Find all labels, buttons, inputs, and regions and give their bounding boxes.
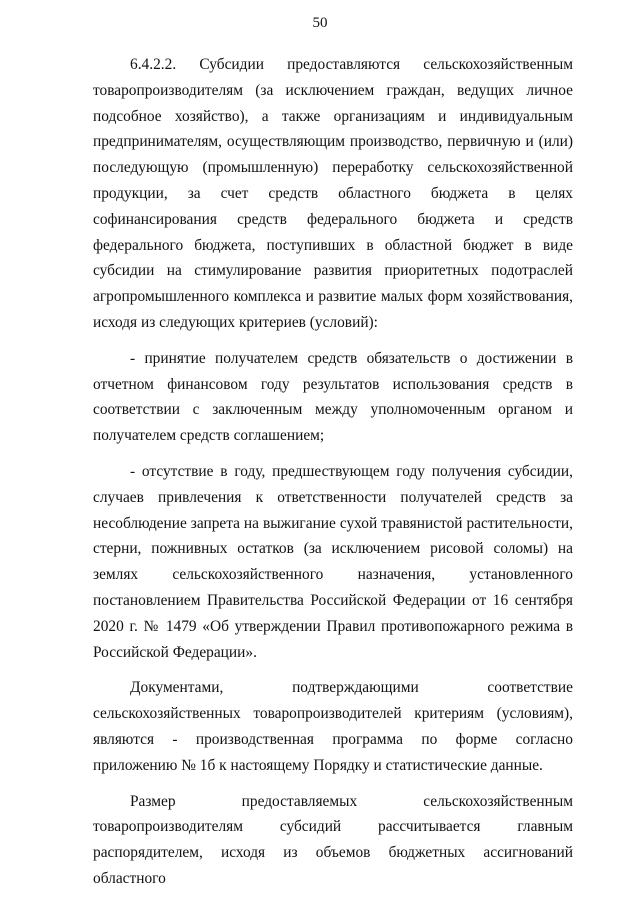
document-body: [93, 52, 573, 892]
criterion-item-obligations: - принятие получателем средств обязательств о достижении в отчетном финансовом году результатов использования средств в соответствии с заключенным между уполномоченным органом и получателем средств соглашением;: [93, 349, 573, 445]
paragraph-subsidy-amount: Размер предоставляемых сельскохозяйственным товаропроизводителям субсидий рассчитывается главным распорядителем, исходя из объемов бюджетных ассигнований областного: [93, 792, 573, 887]
criterion-item-no-violations: - отсутствие в году, предшествующем году получения субсидии, случаев привлечения к ответственности получателей средств за несоблюдение запрета на выжигание сухой травянистой растительности, стерни, пожнивных остатков (за исключением рисовой соломы) на землях сельскохозяйственного назначения, установленного постановлением Правительства Российской Федерации от 16 сентября 2020 г. № 1479 «Об утверждении Правил противопожарного режима в Российской Федерации».: [93, 462, 573, 661]
page-number: 50: [312, 15, 328, 31]
paragraph-6-4-2-2: 6.4.2.2. Субсидии предоставляются сельскохозяйственным товаропроизводителям (за исключением граждан, ведущих личное подсобное хозяйство), а также организациям и индивидуальным предпринимателям, осуществляющим производство, первичную и (или) последующую (промышленную) переработку сельскохозяйственной продукции, за счет средств областного бюджета в целях софинансирования средств федерального бюджета и средств федерального бюджета, поступивших в областной бюджет в виде субсидии на стимулирование развития приоритетных подотраслей агропромышленного комплекса и развитие малых форм хозяйствования, исходя из следующих критериев (условий):: [93, 56, 573, 331]
paragraph-confirming-documents: Документами, подтверждающими соответствие сельскохозяйственных товаропроизводителей критериям (условиям), являются - производственная программа по форме согласно приложению № 1б к настоящему Порядку и статистические данные.: [93, 679, 573, 774]
